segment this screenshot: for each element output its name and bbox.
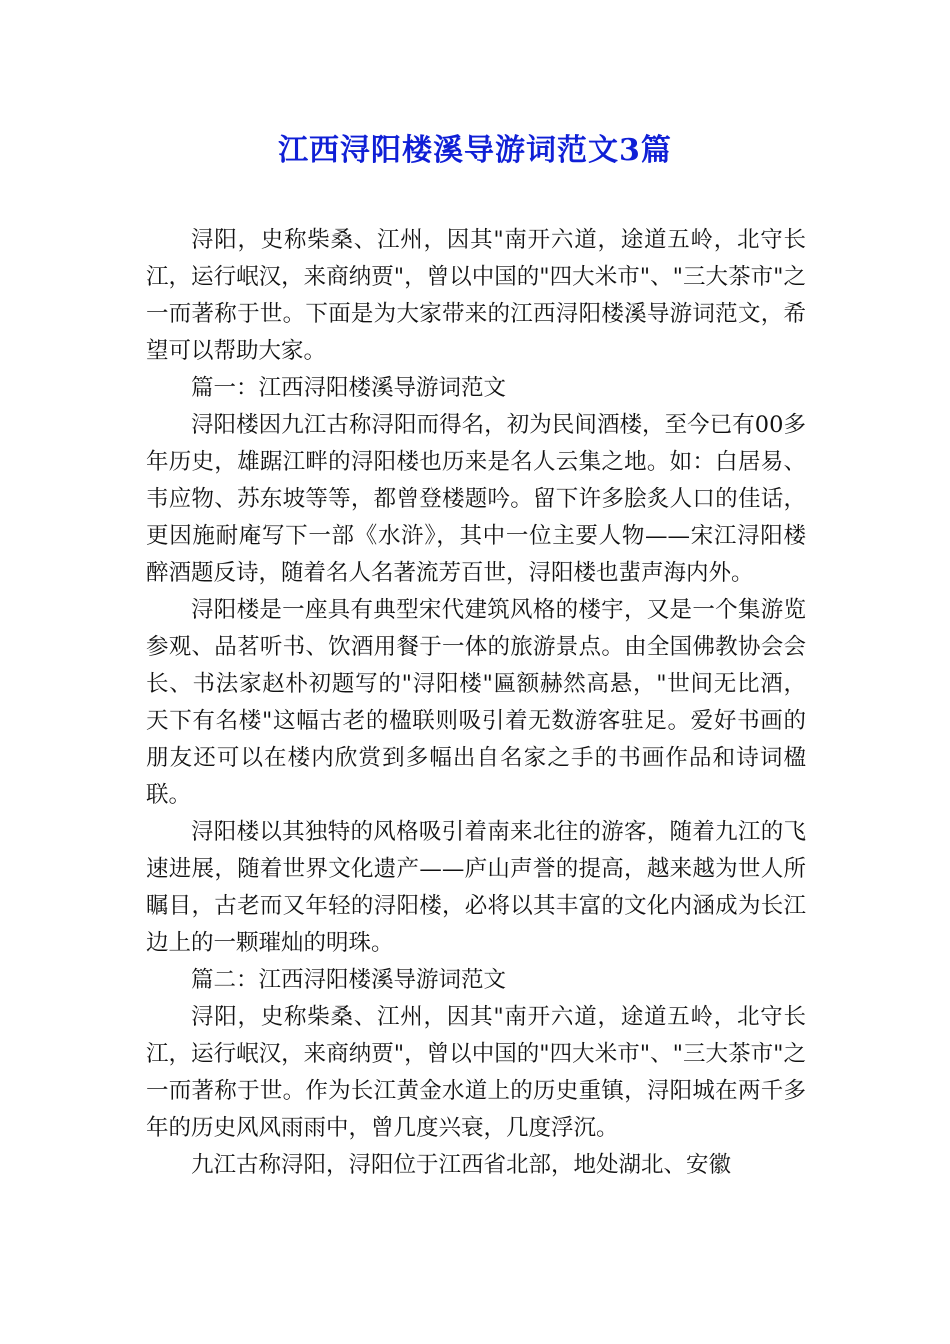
intro-paragraph: 浔阳，史称柴桑、江州，因其"南开六道，途道五岭，北守长江，运行岷汉，来商纳贾"，曾以中国的"四大米市"、"三大茶市"之一而著称于世。下面是为大家带来的江西浔阳楼溪导游词范文，希望可以帮助大家。 — [146, 227, 806, 364]
section-1-paragraph-1: 浔阳楼因九江古称浔阳而得名，初为民间酒楼，至今已有00多年历史，雄踞江畔的浔阳楼也历来是名人云集之地。如：白居易、韦应物、苏东坡等等，都曾登楼题吟。留下许多脍炙人口的佳话，更因施耐庵写下一部《水浒》，其中一位主要人物——宋江浔阳楼醉酒题反诗，随着名人名著流芳百世，浔阳楼也蜚声海内外。 — [146, 412, 806, 586]
section-2-paragraph-1: 浔阳，史称柴桑、江州，因其"南开六道，途道五岭，北守长江，运行岷汉，来商纳贾"，曾以中国的"四大米市"、"三大茶市"之一而著称于世。作为长江黄金水道上的历史重镇，浔阳城在两千多年的历史风风雨雨中，曾几度兴衰，几度浮沉。 — [146, 1004, 806, 1141]
document-title: 江西浔阳楼溪导游词范文3篇 — [278, 133, 672, 168]
section-heading-1: 篇一：江西浔阳楼溪导游词范文 — [191, 375, 507, 401]
section-1-paragraph-3: 浔阳楼以其独特的风格吸引着南来北往的游客，随着九江的飞速进展，随着世界文化遗产——庐山声誉的提高，越来越为世人所瞩目，古老而又年轻的浔阳楼，必将以其丰富的文化内涵成为长江边上的一颗璀灿的明珠。 — [146, 819, 806, 956]
section-heading-2: 篇二：江西浔阳楼溪导游词范文 — [191, 967, 507, 993]
document-body — [146, 222, 806, 1184]
section-1-paragraph-2: 浔阳楼是一座具有典型宋代建筑风格的楼宇，又是一个集游览参观、品茗听书、饮酒用餐于一体的旅游景点。由全国佛教协会会长、书法家赵朴初题写的"浔阳楼"匾额赫然高悬，"世间无比酒，天下有名楼"这幅古老的楹联则吸引着无数游客驻足。爱好书画的朋友还可以在楼内欣赏到多幅出自名家之手的书画作品和诗词楹联。 — [146, 597, 806, 808]
section-2-paragraph-2: 九江古称浔阳，浔阳位于江西省北部，地处湖北、安徽 — [191, 1152, 732, 1178]
